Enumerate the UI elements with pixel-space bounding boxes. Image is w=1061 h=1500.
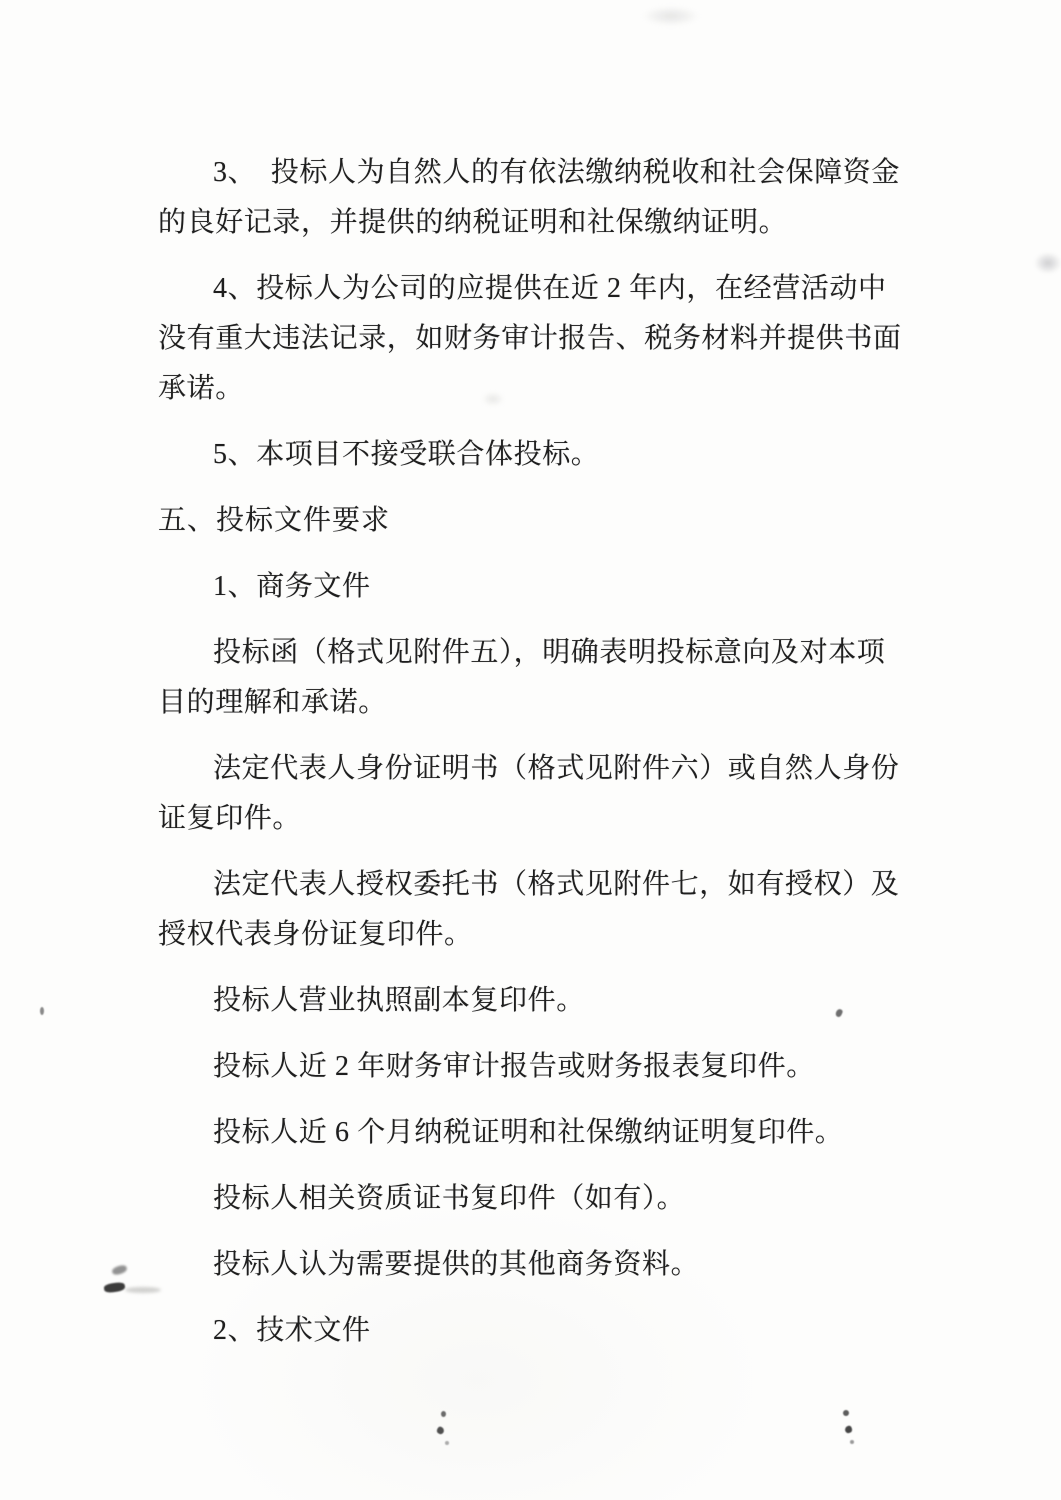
text-line: 证复印件。 bbox=[158, 803, 302, 834]
ink-speck bbox=[850, 1440, 854, 1444]
paragraph bbox=[158, 1240, 908, 1290]
text-line: 目的理解和承诺。 bbox=[158, 687, 387, 718]
ink-speck bbox=[843, 1410, 849, 1416]
paragraph bbox=[158, 430, 908, 480]
paragraph bbox=[158, 976, 908, 1026]
document-body bbox=[158, 148, 908, 1356]
text-line: 投标人营业执照副本复印件。 bbox=[213, 985, 585, 1016]
paragraph bbox=[158, 1306, 908, 1356]
ink-speck bbox=[436, 1426, 446, 1436]
section-heading bbox=[158, 496, 908, 546]
ink-speck bbox=[844, 1425, 853, 1434]
paragraph bbox=[158, 562, 908, 612]
scan-smudge-right-edge bbox=[1034, 252, 1061, 274]
paragraph bbox=[158, 628, 908, 728]
paragraph bbox=[158, 148, 908, 248]
text-line: 没有重大违法记录，如财务审计报告、税务材料并提供书面 bbox=[158, 323, 902, 354]
text-line: 3、 投标人为自然人的有依法缴纳税收和社会保障资金 bbox=[213, 157, 901, 188]
paragraph bbox=[158, 1174, 908, 1224]
text-line: 承诺。 bbox=[158, 373, 244, 404]
scan-smudge-top bbox=[642, 6, 700, 26]
paragraph bbox=[158, 264, 908, 414]
ink-mark-left-margin bbox=[103, 1282, 125, 1294]
paragraph bbox=[158, 1108, 908, 1158]
text-line: 4、投标人为公司的应提供在近 2 年内，在经营活动中 bbox=[213, 273, 887, 304]
text-line: 投标函（格式见附件五），明确表明投标意向及对本项 bbox=[213, 637, 886, 668]
ink-mark-left-margin bbox=[111, 1264, 128, 1276]
text-line: 2、技术文件 bbox=[213, 1315, 371, 1346]
paragraph bbox=[158, 1042, 908, 1092]
text-line: 投标人近 6 个月纳税证明和社保缴纳证明复印件。 bbox=[213, 1117, 844, 1148]
ink-speck bbox=[445, 1441, 449, 1445]
text-line: 投标人相关资质证书复印件（如有）。 bbox=[213, 1183, 686, 1214]
ink-speck bbox=[441, 1411, 446, 1417]
text-line: 法定代表人授权委托书（格式见附件七，如有授权）及 bbox=[213, 869, 900, 900]
ink-speck bbox=[40, 1007, 44, 1015]
text-line: 5、本项目不接受联合体投标。 bbox=[213, 439, 600, 470]
text-line: 法定代表人身份证明书（格式见附件六）或自然人身份 bbox=[213, 753, 900, 784]
text-line: 投标人近 2 年财务审计报告或财务报表复印件。 bbox=[213, 1051, 815, 1082]
text-line: 投标人认为需要提供的其他商务资料。 bbox=[213, 1249, 700, 1280]
text-line: 1、商务文件 bbox=[213, 571, 371, 602]
text-line: 的良好记录，并提供的纳税证明和社保缴纳证明。 bbox=[158, 207, 788, 238]
paragraph bbox=[158, 744, 908, 844]
ink-mark-left-margin bbox=[125, 1287, 161, 1293]
paragraph bbox=[158, 860, 908, 960]
text-line: 五、投标文件要求 bbox=[158, 505, 391, 536]
text-line: 授权代表身份证复印件。 bbox=[158, 919, 473, 950]
